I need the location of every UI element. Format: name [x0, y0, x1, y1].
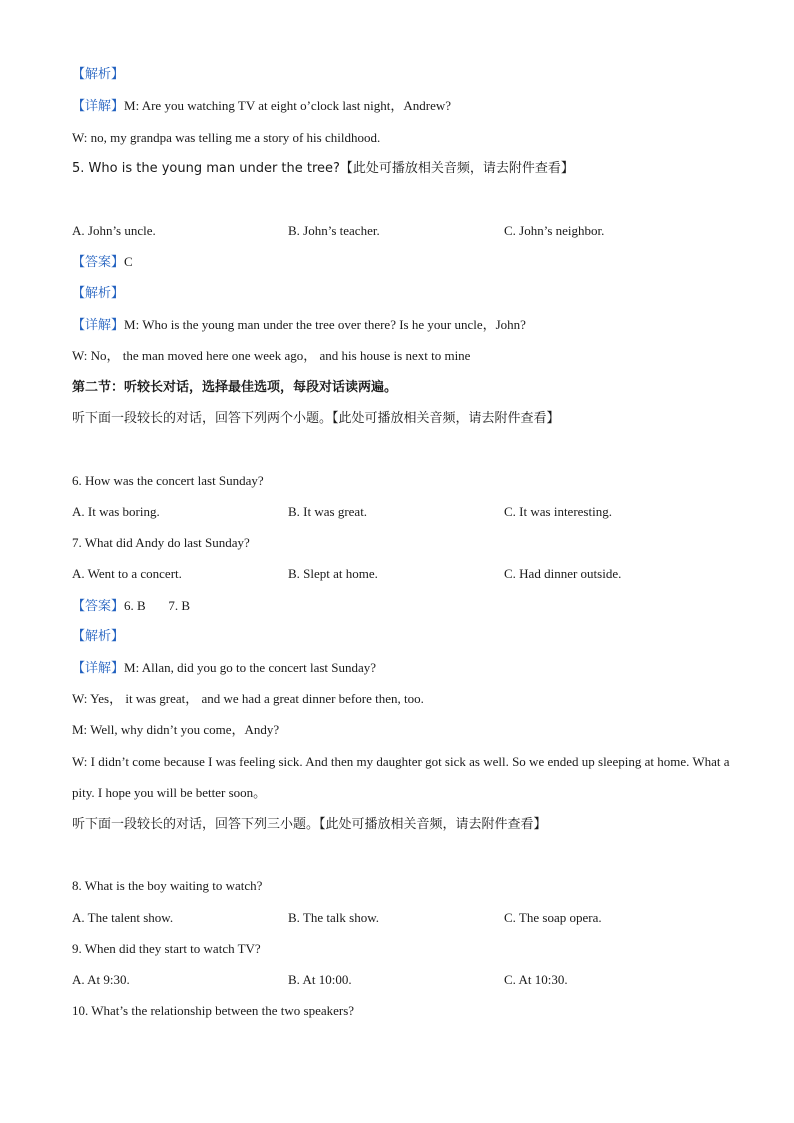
analysis-label: 【解析】 [72, 286, 125, 301]
option-c: C. Had dinner outside. [504, 566, 622, 581]
dialog-line: W: I didn’t come because I was feeling sick. And then my daughter got sick as well. So we ended up sleeping at home. What a pity. I hope you will be better soon。 [72, 754, 730, 800]
option-a: A. At 9:30. [72, 972, 130, 987]
detail-label: 【详解】 [72, 99, 125, 114]
section-heading: 第二节：听较长对话，选择最佳选项，每段对话读两遍。 [72, 380, 398, 395]
option-a: A. John’s uncle. [72, 223, 156, 238]
option-b: B. At 10:00. [288, 972, 352, 987]
option-b: B. It was great. [288, 504, 368, 519]
question-10: 10. What’s the relationship between the two speakers? [72, 1003, 355, 1018]
dialog-line: W: no, my grandpa was telling me a story of his childhood. [72, 130, 381, 145]
dialog-line: M: Well, why didn’t you come，Andy? [72, 722, 280, 737]
answer-value: C [124, 254, 133, 269]
option-a: A. Went to a concert. [72, 566, 182, 581]
option-c: C. The soap opera. [504, 910, 602, 925]
detail-label: 【详解】 [72, 318, 125, 333]
question-6: 6. How was the concert last Sunday? [72, 473, 264, 488]
detail-paragraph [72, 97, 734, 116]
dialog-intro: 听下面一段较长的对话，回答下列两个小题。【此处可播放相关音频，请去附件查看】 [72, 411, 560, 426]
option-b: B. The talk show. [288, 910, 379, 925]
dialog-line: M: Are you watching TV at eight o’clock last night，Andrew? [124, 98, 451, 113]
option-a: A. The talent show. [72, 910, 174, 925]
answer-5 [72, 253, 734, 272]
detail-paragraph [72, 659, 734, 678]
dialog-line: W: No， the man moved here one week ago， and his house is next to mine [72, 348, 471, 363]
option-c: C. At 10:30. [504, 972, 568, 987]
dialog-line: W: Yes， it was great， and we had a great dinner before then, too. [72, 691, 424, 706]
dialog-line: M: Allan, did you go to the concert last Sunday? [124, 660, 377, 675]
option-a: A. It was boring. [72, 504, 160, 519]
answer-label: 【答案】 [72, 599, 125, 614]
answer-label: 【答案】 [72, 255, 125, 270]
dialog-intro: 听下面一段较长的对话，回答下列三小题。【此处可播放相关音频，请去附件查看】 [72, 817, 547, 832]
question-8: 8. What is the boy waiting to watch? [72, 878, 263, 893]
analysis-label: 【解析】 [72, 629, 125, 644]
option-c: C. It was interesting. [504, 504, 612, 519]
option-b: B. Slept at home. [288, 566, 378, 581]
option-c: C. John’s neighbor. [504, 223, 605, 238]
detail-paragraph [72, 316, 734, 335]
dialog-line: M: Who is the young man under the tree over there? Is he your uncle，John? [124, 317, 526, 332]
question-9: 9. When did they start to watch TV? [72, 941, 261, 956]
detail-label: 【详解】 [72, 661, 125, 676]
question-5: 5. Who is the young man under the tree?【此处可播放相关音频，请去附件查看】 [72, 161, 574, 176]
analysis-label: 【解析】 [72, 67, 125, 82]
answer-6-7 [72, 597, 734, 616]
answer-value: 6. B 7. B [124, 598, 191, 613]
option-b: B. John’s teacher. [288, 223, 380, 238]
question-7: 7. What did Andy do last Sunday? [72, 535, 250, 550]
